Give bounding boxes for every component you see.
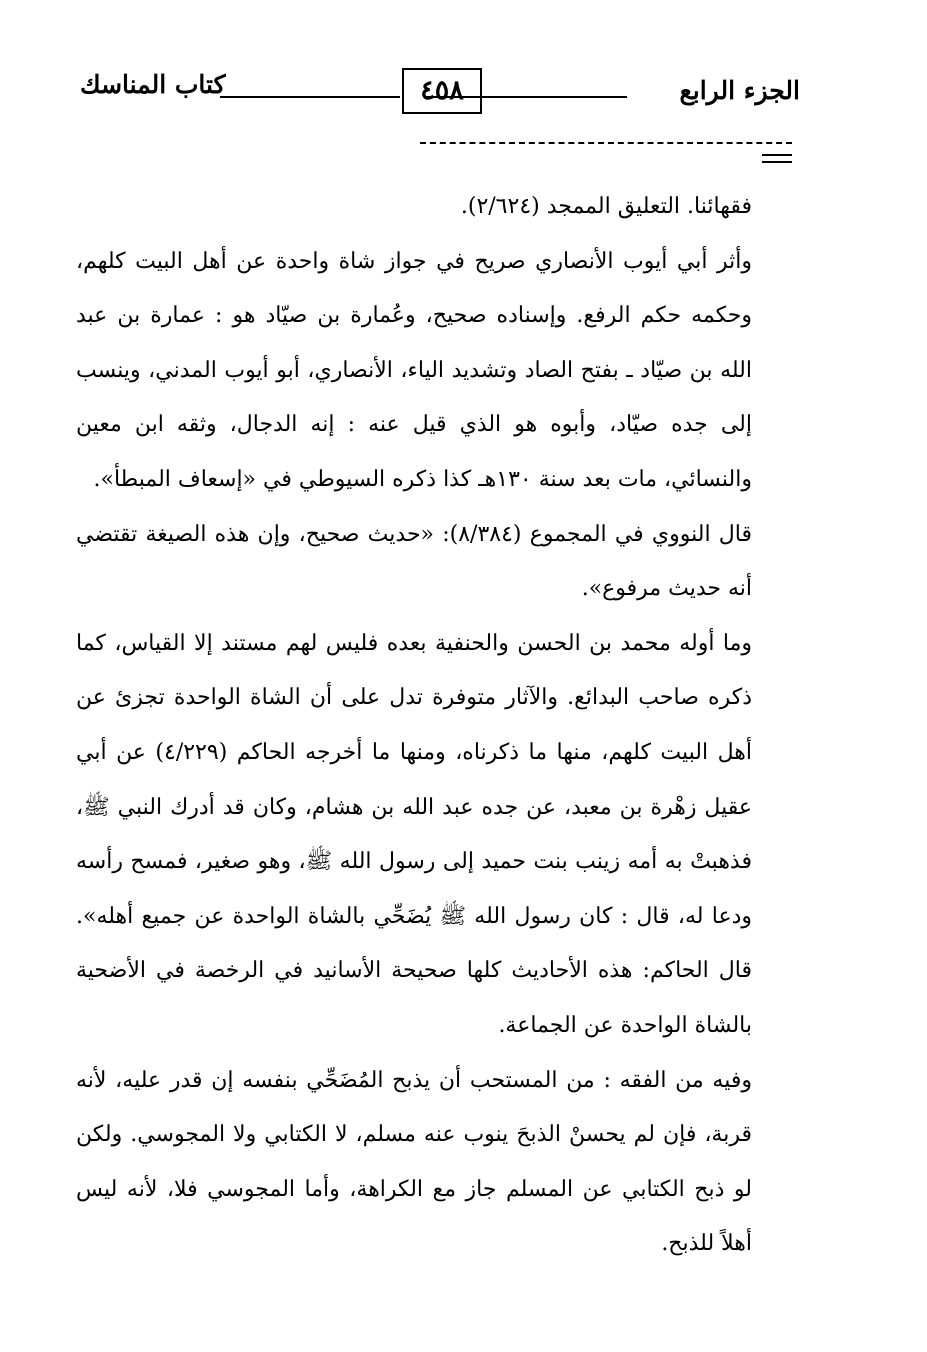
- page-number: ٤٥٨: [402, 68, 482, 114]
- paragraph: وما أوله محمد بن الحسن والحنفية بعده فليس لهم مستند إلا القياس، كما ذكره صاحب البدائع. والآثار متوفرة تدل على أن الشاة الواحدة تجزئ عن أهل البيت كلهم، منها ما ذكرناه، ومنها ما أخرجه الحاكم (٤/٢٢٩) عن أبي عقيل زهْرة بن معبد، عن جده عبد الله بن هشام، وكان قد أدرك النبي ﷺ، فذهبتْ به أمه زينب بنت حميد إلى رسول الله ﷺ، وهو صغير، فمسح رأسه ودعا له، قال : كان رسول الله ﷺ يُضَحِّي بالشاة الواحدة عن جميع أهله». قال الحاكم: هذه الأحاديث كلها صحيحة الأسانيد في الرخصة في الأضحية بالشاة الواحدة عن الجماعة.: [76, 630, 752, 1038]
- body-text: [76, 180, 752, 1272]
- dashed-divider: [420, 142, 792, 144]
- header-rule-left: [220, 96, 400, 98]
- book-title: كتاب المناسك: [80, 70, 226, 99]
- paragraph: فقهائنا. التعليق الممجد (٢/٦٢٤).: [460, 194, 752, 219]
- double-rule-mark: [762, 154, 792, 163]
- paragraph: وفيه من الفقه : من المستحب أن يذبح المُضَحِّي بنفسه إن قدر عليه، لأنه قربة، فإن لم يحسنْ الذبحَ ينوب عنه مسلم، لا الكتابي ولا المجوسي. ولكن لو ذبح الكتابي عن المسلم جاز مع الكراهة، وأما المجوسي فلا، لأنه ليس أهلاً للذبح.: [76, 1067, 752, 1257]
- page-header: [80, 68, 800, 122]
- paragraph: وأثر أبي أيوب الأنصاري صريح في جواز شاة واحدة عن أهل البيت كلهم، وحكمه حكم الرفع. وإسناده صحيح، وعُمارة بن صيّاد هو : عمارة بن عبد الله بن صيّاد ـ بفتح الصاد وتشديد الياء، الأنصاري، أبو أيوب المدني، وينسب إلى جده صيّاد، وأبوه هو الذي قيل عنه : إنه الدجال، وثقه ابن معين والنسائي، مات بعد سنة ١٣٠هـ كذا ذكره السيوطي في «إسعاف المبطأ».: [76, 248, 752, 492]
- volume-title: الجزء الرابع: [679, 76, 800, 105]
- paragraph: قال النووي في المجموع (٨/٣٨٤): «حديث صحيح، وإن هذه الصيغة تقتضي أنه حديث مرفوع».: [76, 521, 752, 602]
